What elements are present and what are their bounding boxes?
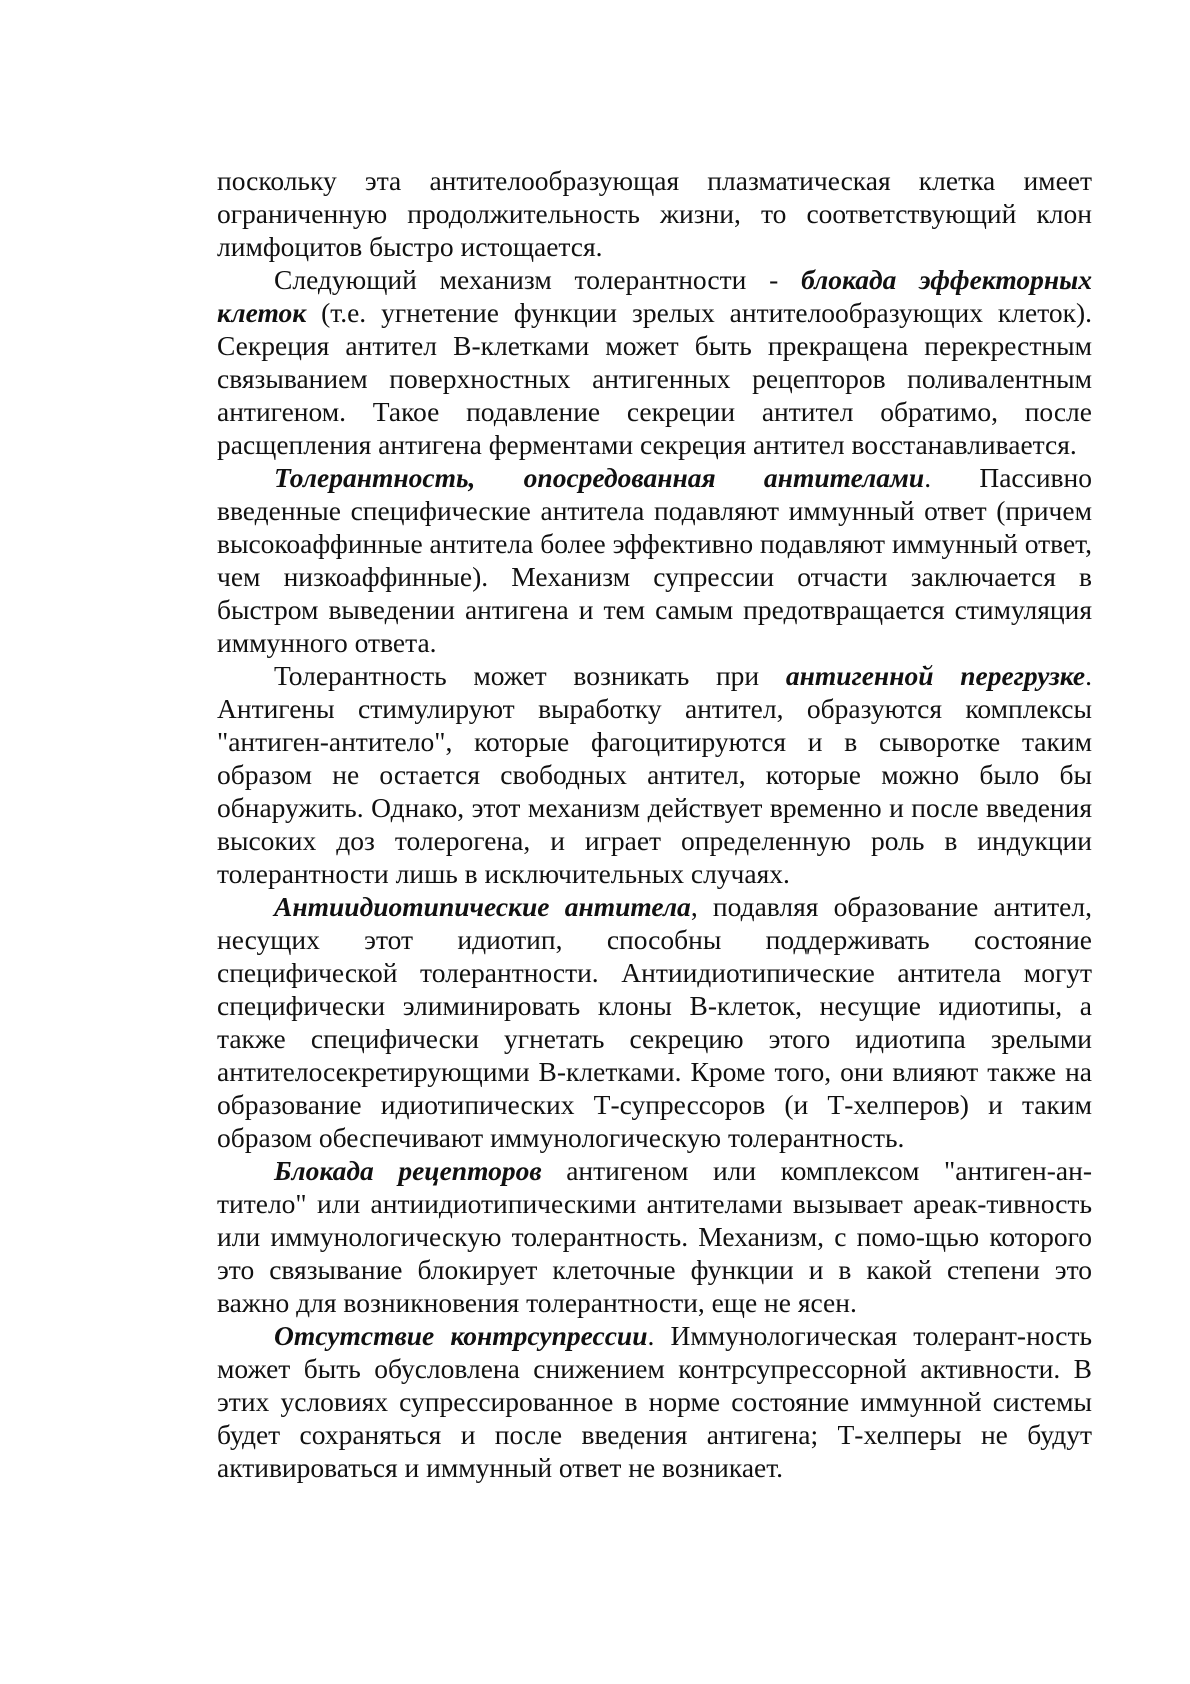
emphasized-term: антигенной перегрузке: [785, 660, 1086, 691]
paragraph: [217, 461, 1092, 659]
paragraph: [217, 659, 1092, 890]
paragraph: [217, 1154, 1092, 1319]
paragraph-text: . Иммунологическая толерант-ность может быть обусловлена снижением контрсупрессорной активности. В этих условиях супрессированное в норме состояние иммунной системы будет сохраняться и после введения антигена; Т-хелперы не будут активироваться и иммунный ответ не возникает.: [217, 1320, 1093, 1483]
paragraph: [217, 263, 1092, 461]
paragraph-text: поскольку эта антителообразующая плазматическая клетка имеет ограниченную продолжительность жизни, то соответствующий клон лимфоцитов быстро истощается.: [217, 165, 1092, 262]
paragraph-text: Толерантность может возникать при: [274, 660, 786, 691]
paragraph-text: Следующий механизм толерантности -: [274, 264, 802, 295]
paragraph-text: (т.е. угнетение функции зрелых антителообразующих клеток). Секреция антител В-клетками может быть прекращена перекрестным связыванием поверхностных антигенных рецепторов поливалентным антигеном. Такое подавление секреции антител обратимо, после расщепления антигена ферментами секреция антител восстанавливается.: [217, 297, 1092, 460]
paragraph-text: , подавляя образование антител, несущих этот идиотип, способны поддерживать состояние специфической толерантности. Антиидиотипические антитела могут специфически элиминировать клоны В-клеток, несущие идиотипы, а также специфически угнетать секрецию этого идиотипа зрелыми антителосекретирующими В-клетками. Кроме того, они влияют также на образование идиотипических Т-супрессоров (и Т-хелперов) и таким образом обеспечивают иммунологическую толерантность.: [217, 891, 1092, 1153]
emphasized-term: блокада эффекторных клеток: [217, 264, 1093, 328]
paragraph-text: . Антигены стимулируют выработку антител, образуются комплексы "антиген-антитело", которые фагоцитируются и в сыворотке таким образом не остается свободных антител, которые можно было бы обнаружить. Однако, этот механизм действует временно и после введения высоких доз толерогена, и играет определенную роль в индукции толерантности лишь в исключительных случаях.: [217, 660, 1092, 889]
paragraph: [217, 890, 1092, 1154]
emphasized-term: Антиидиотипические антитела: [274, 891, 691, 922]
paragraph: [217, 164, 1092, 263]
paragraph-text: . Пассивно введенные специфические антитела подавляют иммунный ответ (причем высокоаффинные антитела более эффективно подавляют иммунный ответ, чем низкоаффинные). Механизм супрессии отчасти заключается в быстром выведении антигена и тем самым предотвращается стимуляция иммунного ответа.: [217, 462, 1092, 658]
emphasized-term: Отсутствие контрсупрессии: [274, 1320, 648, 1351]
emphasized-term: Блокада рецепторов: [274, 1155, 542, 1186]
paragraph-text: антигеном или комплексом "антиген-ан-титело" или антиидиотипическими антителами вызывает ареак-тивность или иммунологическую толерантность. Механизм, с помо-щью которого это связывание блокирует клеточные функции и в какой степени это важно для возникновения толерантности, еще не ясен.: [217, 1155, 1092, 1318]
document-page: [217, 164, 1092, 1484]
paragraph: [217, 1319, 1092, 1484]
emphasized-term: Толерантность, опосредованная антителами: [274, 462, 925, 493]
